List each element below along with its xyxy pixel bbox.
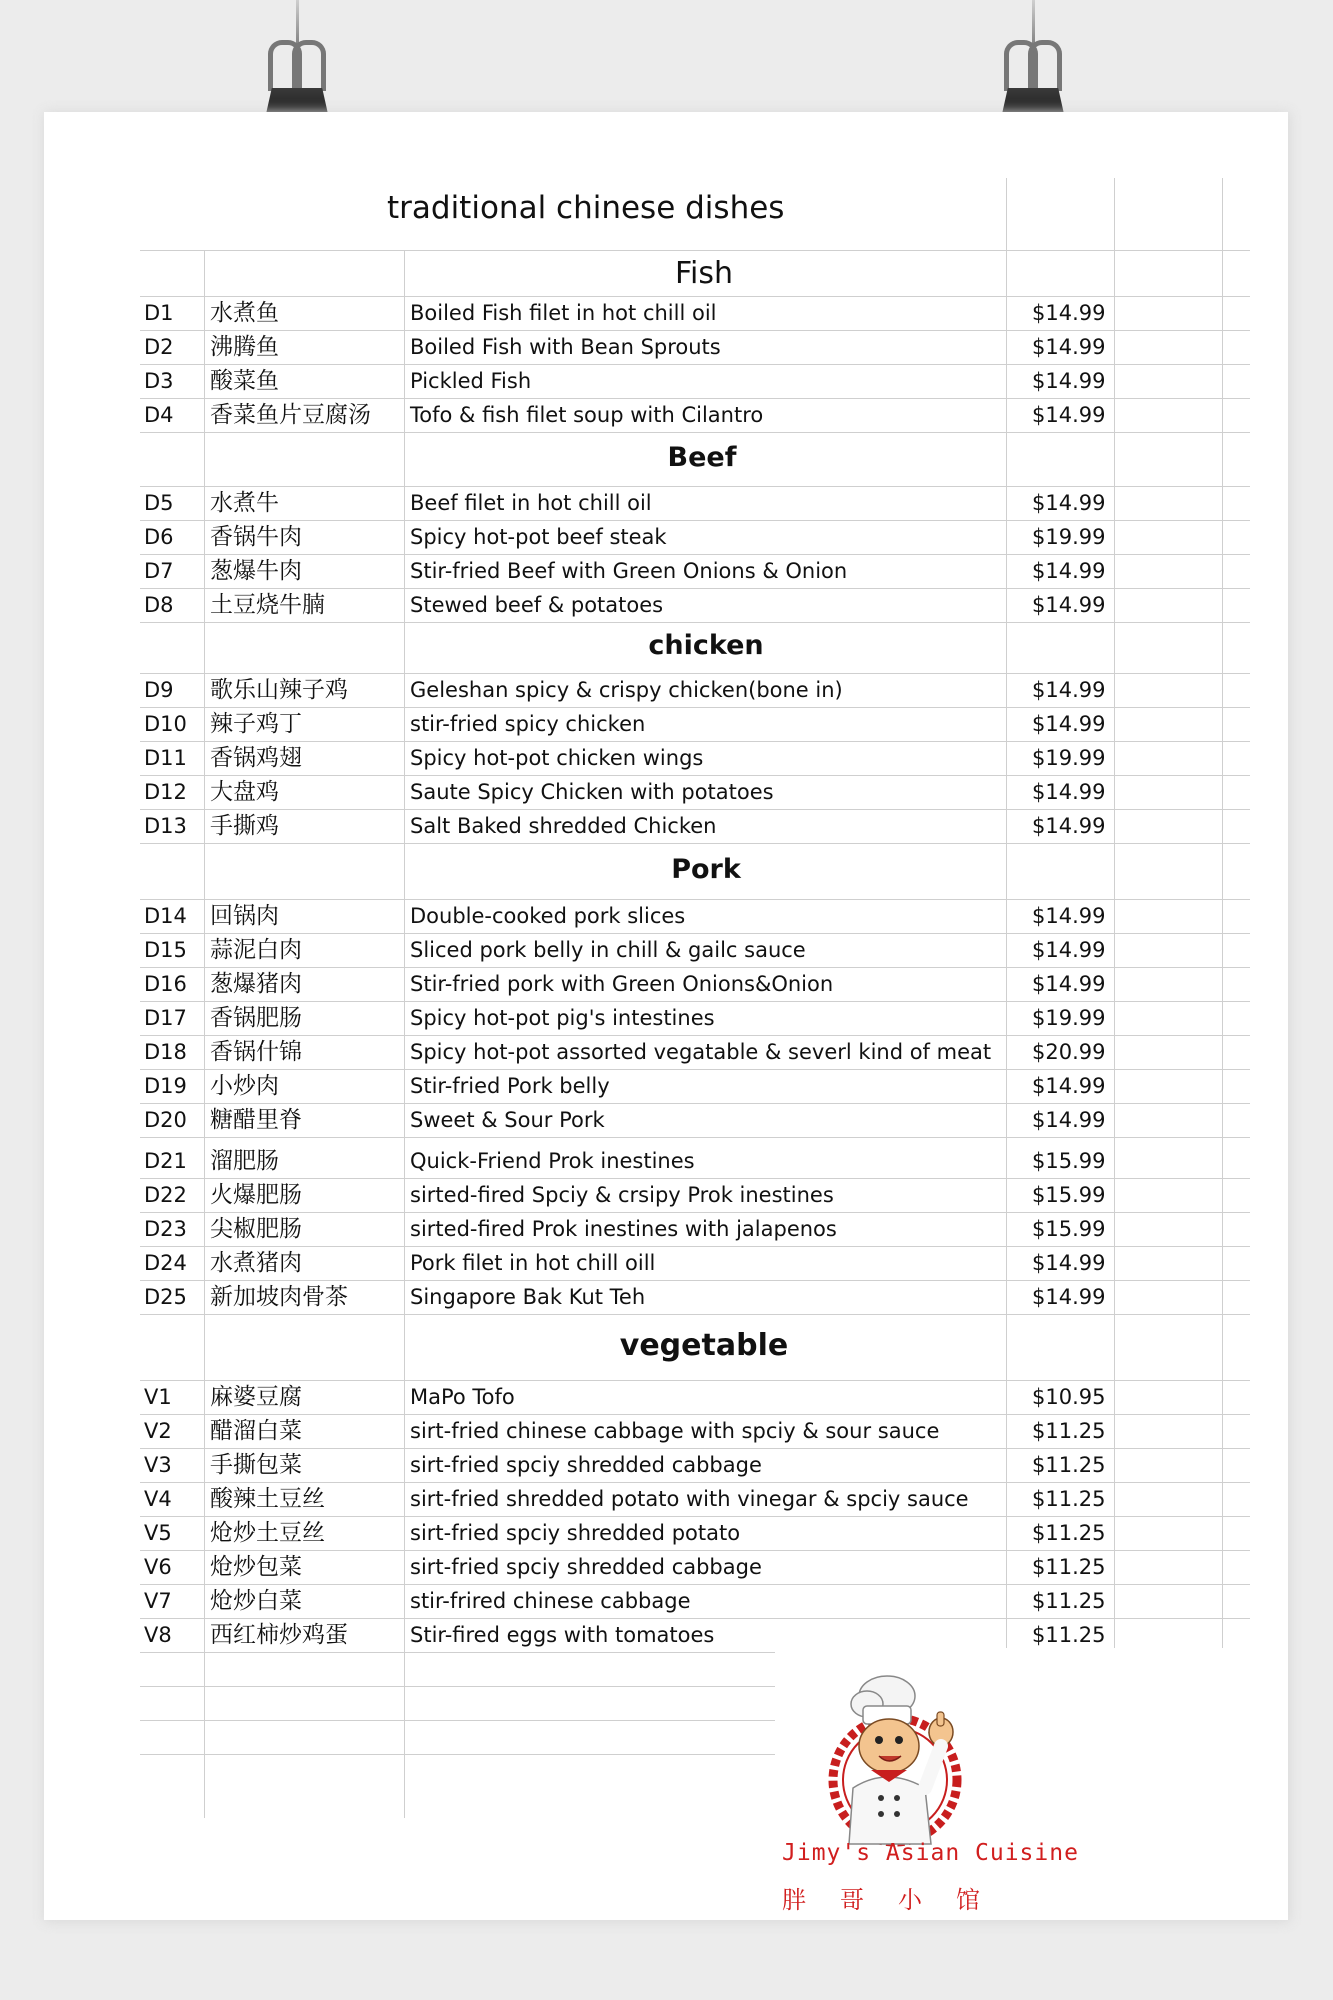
item-english-name: Tofo & fish filet soup with Cilantro: [410, 403, 764, 427]
grid-row-line: [140, 432, 1250, 433]
item-english-name: Sweet & Sour Pork: [410, 1108, 605, 1132]
menu-item: [140, 1414, 1250, 1448]
item-chinese-name: 香锅牛肉: [210, 524, 302, 550]
item-code: V5: [144, 1521, 172, 1545]
menu-item: [140, 1144, 1250, 1178]
item-english-name: Pickled Fish: [410, 369, 532, 393]
grid-row-line: [140, 622, 1250, 623]
menu-item: [140, 899, 1250, 933]
item-code: V6: [144, 1555, 172, 1579]
item-english-name: Quick-Friend Prok inestines: [410, 1149, 695, 1173]
item-price: $14.99: [1032, 1251, 1106, 1275]
item-chinese-name: 葱爆猪肉: [210, 971, 302, 997]
item-code: D18: [144, 1040, 187, 1064]
menu-item: [140, 1001, 1250, 1035]
item-chinese-name: 蒜泥白肉: [210, 937, 302, 963]
item-english-name: sirted-fired Spciy & crsipy Prok inestines: [410, 1183, 834, 1207]
item-chinese-name: 手撕包菜: [210, 1452, 302, 1478]
item-price: $19.99: [1032, 746, 1106, 770]
brand-name-english: Jimy's Asian Cuisine: [782, 1840, 1079, 1866]
item-price: $14.99: [1032, 780, 1106, 804]
item-code: D6: [144, 525, 174, 549]
item-price: $11.25: [1032, 1521, 1106, 1545]
menu-item: [140, 741, 1250, 775]
item-chinese-name: 水煮牛: [210, 490, 279, 516]
item-price: $10.95: [1032, 1385, 1106, 1409]
item-code: D17: [144, 1006, 187, 1030]
item-code: D24: [144, 1251, 187, 1275]
grid-row-line: [140, 843, 1250, 844]
item-price: $15.99: [1032, 1217, 1106, 1241]
item-chinese-name: 小炒肉: [210, 1073, 279, 1099]
item-english-name: Sliced pork belly in chill & gailc sauce: [410, 938, 806, 962]
item-price: $14.99: [1032, 559, 1106, 583]
item-code: V7: [144, 1589, 172, 1613]
item-chinese-name: 香锅什锦: [210, 1039, 302, 1065]
menu-item: [140, 398, 1250, 432]
menu-item: [140, 1618, 1250, 1652]
item-price: $14.99: [1032, 678, 1106, 702]
item-code: D4: [144, 403, 174, 427]
item-price: $14.99: [1032, 1285, 1106, 1309]
menu-item: [140, 296, 1250, 330]
item-code: D20: [144, 1108, 187, 1132]
item-price: $14.99: [1032, 335, 1106, 359]
item-chinese-name: 手撕鸡: [210, 813, 279, 839]
item-price: $14.99: [1032, 369, 1106, 393]
item-english-name: stir-frired chinese cabbage: [410, 1589, 691, 1613]
item-chinese-name: 西红柿炒鸡蛋: [210, 1622, 348, 1648]
item-chinese-name: 回锅肉: [210, 903, 279, 929]
grid-row-line: [140, 1754, 780, 1755]
item-chinese-name: 歌乐山辣子鸡: [210, 677, 348, 703]
item-code: D14: [144, 904, 187, 928]
item-chinese-name: 酸辣土豆丝: [210, 1486, 325, 1512]
item-code: D10: [144, 712, 187, 736]
brand-name-chinese: 胖哥小馆: [782, 1886, 1014, 1914]
item-english-name: Stir-fried Pork belly: [410, 1074, 610, 1098]
item-code: V2: [144, 1419, 172, 1443]
item-price: $15.99: [1032, 1183, 1106, 1207]
item-price: $19.99: [1032, 1006, 1106, 1030]
item-chinese-name: 溜肥肠: [210, 1148, 279, 1174]
item-price: $11.25: [1032, 1555, 1106, 1579]
item-code: D12: [144, 780, 187, 804]
section-heading-vegetable: vegetable: [619, 1328, 789, 1363]
item-chinese-name: 尖椒肥肠: [210, 1216, 302, 1242]
item-price: $14.99: [1032, 491, 1106, 515]
item-english-name: Pork filet in hot chill oill: [410, 1251, 656, 1275]
section-heading-beef: Beef: [667, 442, 737, 473]
item-chinese-name: 辣子鸡丁: [210, 711, 302, 737]
item-chinese-name: 醋溜白菜: [210, 1418, 302, 1444]
item-price: $11.25: [1032, 1589, 1106, 1613]
item-code: D8: [144, 593, 174, 617]
menu-item: [140, 1212, 1250, 1246]
menu-item: [140, 588, 1250, 622]
section-heading-pork: Pork: [671, 854, 741, 885]
item-code: D2: [144, 335, 174, 359]
grid-row-line: [140, 1686, 780, 1687]
item-price: $11.25: [1032, 1453, 1106, 1477]
item-code: D19: [144, 1074, 187, 1098]
item-code: D22: [144, 1183, 187, 1207]
menu-item: [140, 1178, 1250, 1212]
item-code: V3: [144, 1453, 172, 1477]
item-code: D21: [144, 1149, 187, 1173]
item-code: V8: [144, 1623, 172, 1647]
menu-item: [140, 1482, 1250, 1516]
grid-row-line: [140, 1137, 1250, 1138]
item-chinese-name: 炝炒包菜: [210, 1554, 302, 1580]
menu-table: [140, 178, 1250, 1798]
item-code: D11: [144, 746, 187, 770]
item-code: V4: [144, 1487, 172, 1511]
menu-item: [140, 1550, 1250, 1584]
item-price: $14.99: [1032, 1108, 1106, 1132]
item-chinese-name: 土豆烧牛腩: [210, 592, 325, 618]
item-code: V1: [144, 1385, 172, 1409]
menu-item: [140, 1035, 1250, 1069]
menu-item: [140, 673, 1250, 707]
item-price: $14.99: [1032, 1074, 1106, 1098]
item-english-name: Spicy hot-pot assorted vegatable & severl kind of meat: [410, 1040, 992, 1064]
menu-item: [140, 809, 1250, 843]
item-price: $11.25: [1032, 1487, 1106, 1511]
item-chinese-name: 新加坡肉骨茶: [210, 1284, 348, 1310]
menu-item: [140, 486, 1250, 520]
item-chinese-name: 炝炒白菜: [210, 1588, 302, 1614]
item-code: D16: [144, 972, 187, 996]
menu-item: [140, 364, 1250, 398]
item-price: $19.99: [1032, 525, 1106, 549]
item-chinese-name: 水煮猪肉: [210, 1250, 302, 1276]
item-english-name: Spicy hot-pot pig's intestines: [410, 1006, 715, 1030]
item-english-name: MaPo Tofo: [410, 1385, 515, 1409]
grid-row-line: [140, 1314, 1250, 1315]
menu-item: [140, 1280, 1250, 1314]
menu-item: [140, 520, 1250, 554]
menu-item: [140, 775, 1250, 809]
menu-item: [140, 1516, 1250, 1550]
item-price: $14.99: [1032, 814, 1106, 838]
item-code: D23: [144, 1217, 187, 1241]
item-english-name: Beef filet in hot chill oil: [410, 491, 652, 515]
item-price: $11.25: [1032, 1623, 1106, 1647]
item-english-name: Boiled Fish with Bean Sprouts: [410, 335, 721, 359]
item-english-name: Spicy hot-pot beef steak: [410, 525, 667, 549]
item-english-name: sirt-fried chinese cabbage with spciy & sour sauce: [410, 1419, 940, 1443]
item-english-name: Salt Baked shredded Chicken: [410, 814, 717, 838]
item-chinese-name: 大盘鸡: [210, 779, 279, 805]
item-english-name: sirt-fried spciy shredded cabbage: [410, 1453, 762, 1477]
item-english-name: Stir-fired eggs with tomatoes: [410, 1623, 715, 1647]
item-code: D7: [144, 559, 174, 583]
item-chinese-name: 糖醋里脊: [210, 1107, 302, 1133]
item-price: $14.99: [1032, 593, 1106, 617]
item-price: $14.99: [1032, 712, 1106, 736]
menu-item: [140, 330, 1250, 364]
item-chinese-name: 炝炒土豆丝: [210, 1520, 325, 1546]
item-price: $15.99: [1032, 1149, 1106, 1173]
item-english-name: Stir-fried Beef with Green Onions & Onion: [410, 559, 848, 583]
item-english-name: Geleshan spicy & crispy chicken(bone in): [410, 678, 843, 702]
item-code: D1: [144, 301, 174, 325]
item-english-name: Singapore Bak Kut Teh: [410, 1285, 646, 1309]
menu-item: [140, 1103, 1250, 1137]
item-english-name: Stir-fried pork with Green Onions&Onion: [410, 972, 834, 996]
grid-row-line: [140, 1652, 780, 1653]
item-english-name: sirt-fried spciy shredded potato: [410, 1521, 741, 1545]
menu-item: [140, 933, 1250, 967]
menu-item: [140, 967, 1250, 1001]
menu-item: [140, 554, 1250, 588]
item-english-name: Double-cooked pork slices: [410, 904, 686, 928]
item-code: D3: [144, 369, 174, 393]
menu-title: traditional chinese dishes: [387, 190, 785, 226]
menu-item: [140, 1069, 1250, 1103]
item-english-name: stir-fried spicy chicken: [410, 712, 646, 736]
item-chinese-name: 火爆肥肠: [210, 1182, 302, 1208]
grid-row-line: [140, 1720, 780, 1721]
grid-row-line: [140, 250, 1250, 251]
item-chinese-name: 香锅鸡翅: [210, 745, 302, 771]
item-chinese-name: 麻婆豆腐: [210, 1384, 302, 1410]
item-code: D25: [144, 1285, 187, 1309]
item-chinese-name: 沸腾鱼: [210, 334, 279, 360]
item-english-name: Spicy hot-pot chicken wings: [410, 746, 704, 770]
menu-item: [140, 1448, 1250, 1482]
item-english-name: Stewed beef & potatoes: [410, 593, 664, 617]
item-code: D5: [144, 491, 174, 515]
item-chinese-name: 香菜鱼片豆腐汤: [210, 402, 371, 428]
item-price: $14.99: [1032, 904, 1106, 928]
item-price: $14.99: [1032, 403, 1106, 427]
item-english-name: sirted-fired Prok inestines with jalapenos: [410, 1217, 837, 1241]
item-price: $20.99: [1032, 1040, 1106, 1064]
menu-item: [140, 1246, 1250, 1280]
item-price: $14.99: [1032, 938, 1106, 962]
item-english-name: sirt-fried spciy shredded cabbage: [410, 1555, 762, 1579]
item-price: $14.99: [1032, 972, 1106, 996]
menu-item: [140, 1380, 1250, 1414]
item-code: D13: [144, 814, 187, 838]
item-chinese-name: 葱爆牛肉: [210, 558, 302, 584]
section-heading-fish: Fish: [674, 256, 734, 291]
item-english-name: sirt-fried shredded potato with vinegar & spciy sauce: [410, 1487, 969, 1511]
section-heading-chicken: chicken: [648, 630, 764, 661]
item-chinese-name: 酸菜鱼: [210, 368, 279, 394]
item-english-name: Boiled Fish filet in hot chill oil: [410, 301, 717, 325]
item-chinese-name: 香锅肥肠: [210, 1005, 302, 1031]
menu-item: [140, 1584, 1250, 1618]
item-chinese-name: 水煮鱼: [210, 300, 279, 326]
item-price: $11.25: [1032, 1419, 1106, 1443]
item-english-name: Saute Spicy Chicken with potatoes: [410, 780, 774, 804]
item-code: D15: [144, 938, 187, 962]
item-code: D9: [144, 678, 174, 702]
item-price: $14.99: [1032, 301, 1106, 325]
menu-item: [140, 707, 1250, 741]
